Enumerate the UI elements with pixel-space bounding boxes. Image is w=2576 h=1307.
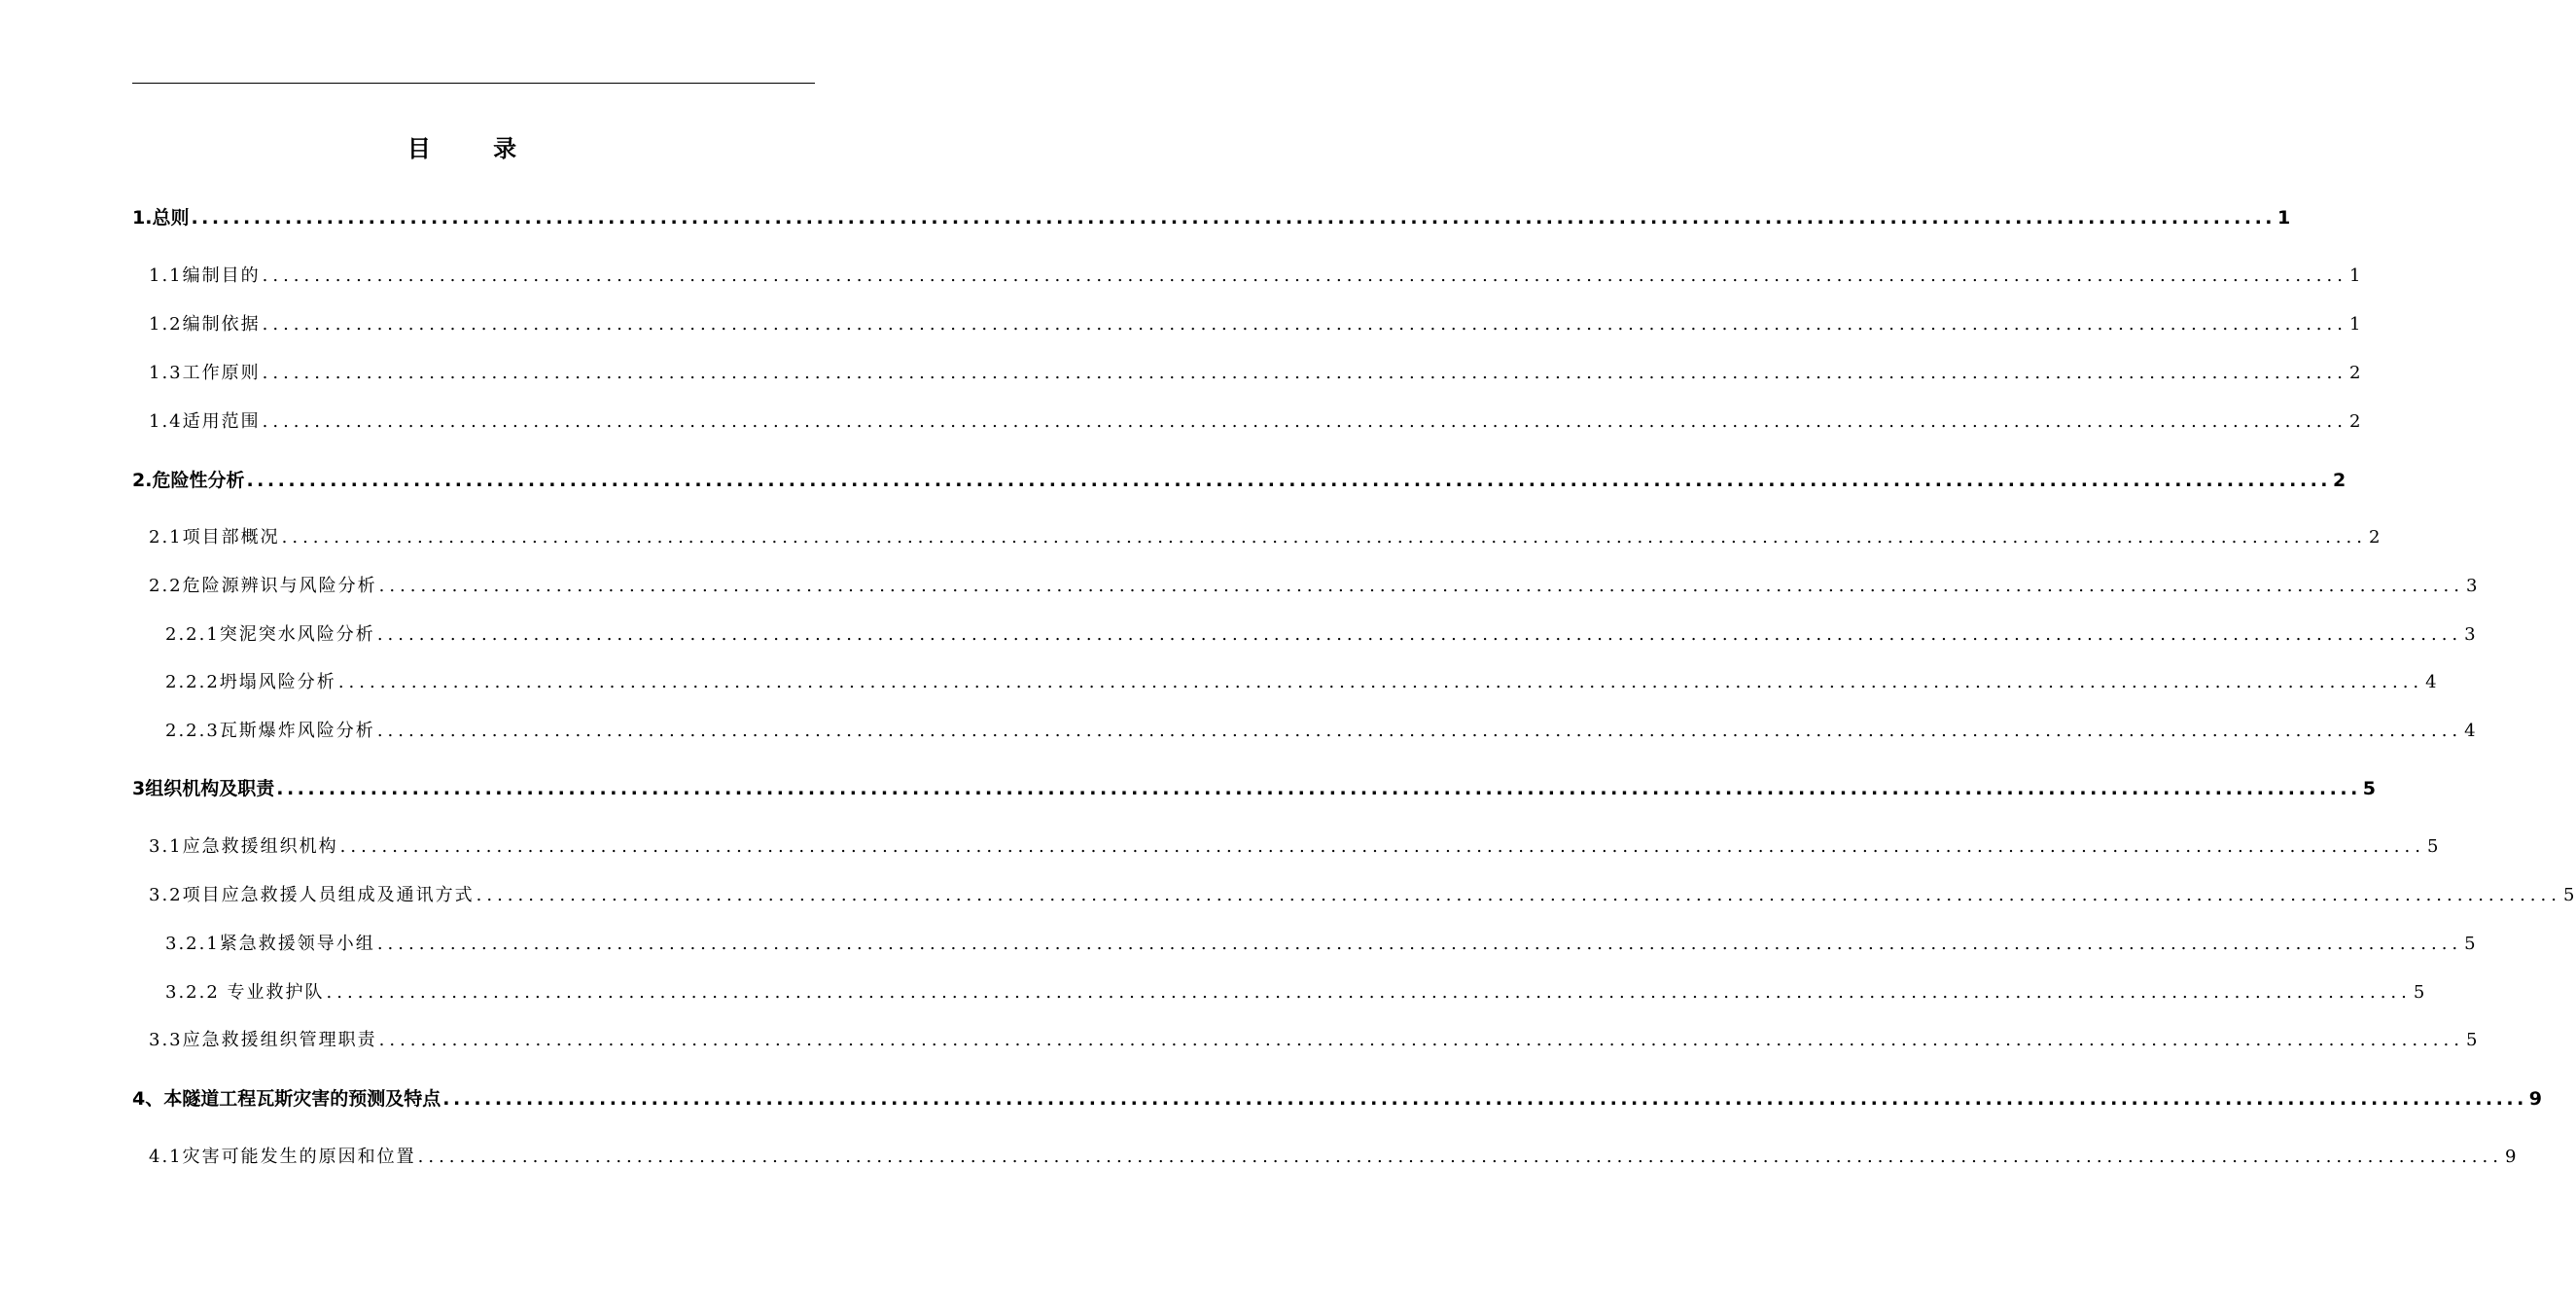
toc-entry-page: 2 bbox=[2333, 470, 2347, 491]
toc-leader-dots: ........................................................................................................................................................................................................ bbox=[326, 982, 2412, 1003]
toc-leader-dots: ........................................................................................................................................................................................................ bbox=[476, 885, 2561, 905]
toc-entry[interactable] bbox=[149, 262, 2363, 287]
toc-entry-page: 2 bbox=[2348, 411, 2363, 432]
toc-entry-page: 1 bbox=[2348, 265, 2363, 286]
toc-entry[interactable] bbox=[132, 203, 2291, 230]
toc-entry[interactable] bbox=[165, 978, 2427, 1004]
toc-entry-label: 4.1灾害可能发生的原因和位置 bbox=[149, 1147, 416, 1167]
toc-entry-page: 1 bbox=[2348, 314, 2363, 335]
toc-leader-dots: ........................................................................................................................................................................................................ bbox=[262, 265, 2347, 286]
toc-leader-dots: ........................................................................................................................................................................................................ bbox=[262, 314, 2347, 335]
toc-leader-dots: ........................................................................................................................................................................................................ bbox=[191, 207, 2276, 229]
toc-entry[interactable] bbox=[149, 1143, 2519, 1168]
toc-leader-dots: ........................................................................................................................................................................................................ bbox=[417, 1147, 2503, 1167]
toc-entry-label: 1.总则 bbox=[132, 207, 190, 229]
toc-entry-label: 3.2.1紧急救援领导小组 bbox=[165, 934, 375, 954]
toc-leader-dots: ........................................................................................................................................................................................................ bbox=[442, 1088, 2527, 1110]
toc-entry-page: 1 bbox=[2277, 207, 2291, 229]
toc-entry-page: 5 bbox=[2413, 982, 2427, 1003]
toc-entry-label: 3.2.2 专业救护队 bbox=[165, 982, 325, 1003]
toc-leader-dots: ........................................................................................................................................................................................................ bbox=[378, 1030, 2464, 1050]
toc-entry[interactable] bbox=[165, 717, 2478, 742]
toc-entry-page: 2 bbox=[2368, 527, 2382, 548]
toc-entry-label: 2.危险性分析 bbox=[132, 470, 245, 491]
toc-leader-dots: ........................................................................................................................................................................................................ bbox=[262, 363, 2347, 383]
toc-entry-page: 9 bbox=[2504, 1147, 2519, 1167]
toc-entry[interactable] bbox=[149, 523, 2382, 548]
toc-leader-dots: ........................................................................................................................................................................................................ bbox=[262, 411, 2347, 432]
toc-entry-label: 1.3工作原则 bbox=[149, 363, 261, 383]
toc-entry-page: 5 bbox=[2465, 1030, 2480, 1050]
toc-leader-dots: ........................................................................................................................................................................................................ bbox=[339, 836, 2425, 857]
toc-entry-label: 2.2.3瓦斯爆炸风险分析 bbox=[165, 721, 375, 741]
toc-entry-label: 1.2编制依据 bbox=[149, 314, 261, 335]
toc-entry[interactable] bbox=[132, 466, 2347, 492]
toc-entry-page: 5 bbox=[2562, 885, 2576, 905]
toc-entry[interactable] bbox=[165, 930, 2478, 955]
toc-entry[interactable] bbox=[149, 407, 2363, 433]
page-title: 目 录 bbox=[406, 135, 545, 162]
toc-entry-label: 3.3应急救援组织管理职责 bbox=[149, 1030, 377, 1050]
header-rule bbox=[132, 83, 815, 84]
toc-entry-page: 4 bbox=[2425, 672, 2439, 692]
toc-entry[interactable] bbox=[149, 572, 2480, 597]
toc-leader-dots: ........................................................................................................................................................................................................ bbox=[376, 721, 2463, 741]
toc-entry-page: 5 bbox=[2464, 934, 2478, 954]
toc-entry-page: 4 bbox=[2464, 721, 2478, 741]
toc-entry-page: 2 bbox=[2348, 363, 2363, 383]
toc-entry[interactable] bbox=[165, 668, 2439, 693]
toc-entry[interactable] bbox=[165, 620, 2478, 646]
toc-entry-label: 2.2.2坍塌风险分析 bbox=[165, 672, 336, 692]
toc-entry[interactable] bbox=[132, 774, 2377, 800]
toc-entry-page: 5 bbox=[2426, 836, 2441, 857]
toc-leader-dots: ........................................................................................................................................................................................................ bbox=[246, 470, 2332, 491]
toc-entry-page: 9 bbox=[2528, 1088, 2543, 1110]
toc-entry-page: 5 bbox=[2362, 778, 2377, 799]
toc-entry-label: 3.2项目应急救援人员组成及通讯方式 bbox=[149, 885, 475, 905]
toc-entry[interactable] bbox=[149, 832, 2441, 858]
toc-leader-dots: ........................................................................................................................................................................................................ bbox=[376, 934, 2463, 954]
toc-leader-dots: ........................................................................................................................................................................................................ bbox=[378, 576, 2464, 596]
toc-leader-dots: ........................................................................................................................................................................................................ bbox=[281, 527, 2367, 548]
toc-entry[interactable] bbox=[149, 359, 2363, 384]
toc-entry[interactable] bbox=[132, 1084, 2543, 1111]
toc-entry[interactable] bbox=[149, 881, 2576, 906]
toc-entry-label: 3组织机构及职责 bbox=[132, 778, 275, 799]
toc-entry-label: 2.1项目部概况 bbox=[149, 527, 280, 548]
toc-entry-label: 4、本隧道工程瓦斯灾害的预测及特点 bbox=[132, 1088, 441, 1110]
toc-leader-dots: ........................................................................................................................................................................................................ bbox=[337, 672, 2424, 692]
toc-entry-label: 1.1编制目的 bbox=[149, 265, 261, 286]
toc-leader-dots: ........................................................................................................................................................................................................ bbox=[276, 778, 2361, 799]
toc-entry-label: 3.1应急救援组织机构 bbox=[149, 836, 338, 857]
toc-entry-label: 1.4适用范围 bbox=[149, 411, 261, 432]
toc-entry-label: 2.2.1突泥突水风险分析 bbox=[165, 624, 375, 645]
toc-entry-label: 2.2危险源辨识与风险分析 bbox=[149, 576, 377, 596]
toc-entry[interactable] bbox=[149, 310, 2363, 336]
toc-entry-page: 3 bbox=[2464, 624, 2478, 645]
toc-entry[interactable] bbox=[149, 1026, 2480, 1051]
toc-entry-page: 3 bbox=[2465, 576, 2480, 596]
toc-leader-dots: ........................................................................................................................................................................................................ bbox=[376, 624, 2463, 645]
